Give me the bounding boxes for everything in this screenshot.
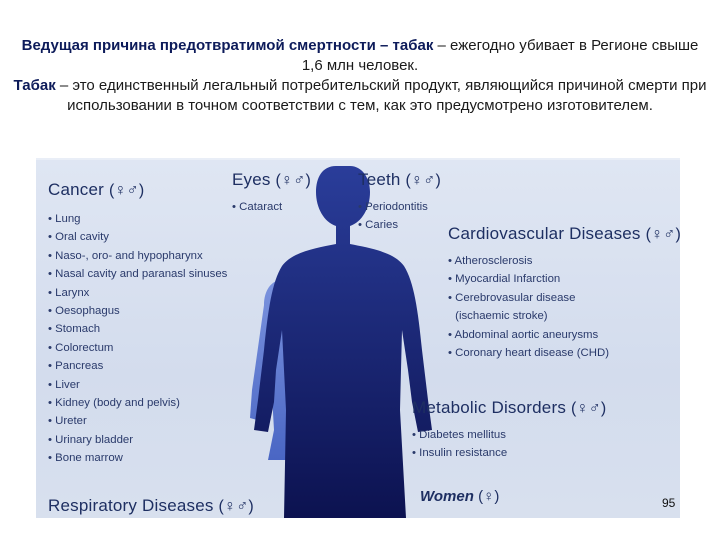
list-item: • Insulin resistance [412,444,507,462]
list-item: • Cerebrovasular disease [448,289,609,307]
list-item: • Urinary bladder [48,431,227,449]
list-item: • Larynx [48,284,227,302]
cancer-list [48,210,227,468]
list-item: • Cataract [232,198,282,216]
teeth-list [358,198,428,235]
list-item: • Diabetes mellitus [412,426,507,444]
list-item: • Colorectum [48,339,227,357]
cardio-list [448,252,609,362]
header-bold-2: Табак [13,77,56,94]
metabolic-title: Metabolic Disorders (♀♂) [412,398,607,417]
list-item: • Oral cavity [48,228,227,246]
gender-symbols-icon: (♀♂) [108,182,145,199]
list-item: • Liver [48,376,227,394]
list-item: • Kidney (body and pelvis) [48,394,227,412]
list-item: • Caries [358,216,428,234]
female-symbol-icon: (♀) [478,488,500,505]
slide-header [10,36,710,116]
cancer-title: Cancer (♀♂) [48,180,145,199]
list-item: • Nasal cavity and paranasl sinuses [48,265,227,283]
metabolic-list [412,426,507,463]
list-item: • Naso-, oro- and hypopharynx [48,247,227,265]
list-item: • Ureter [48,412,227,430]
header-text-1: – ежегодно убивает в Регионе свыше 1,6 млн человек. [301,37,699,74]
eyes-title: Eyes (♀♂) [232,170,311,189]
eyes-list [232,198,282,216]
list-item: • Stomach [48,320,227,338]
list-item: • Atherosclerosis [448,252,609,270]
gender-symbols-icon: (♀♂) [405,172,441,189]
gender-symbols-icon: (♀♂) [570,400,607,417]
list-item: • Lung [48,210,227,228]
gender-symbols-icon: (♀♂) [218,498,254,515]
gender-symbols-icon: (♀♂) [275,172,311,189]
header-text-2: – это единственный легальный потребительский продукт, являющийся причиной смерти при использовании в точном соответствии с тем, как это предусмотрено изготовителем. [55,77,707,114]
list-item: • Bone marrow [48,449,227,467]
list-item: • Coronary heart disease (CHD) [448,344,609,362]
list-item: • Periodontitis [358,198,428,216]
list-item: • Myocardial Infarction [448,270,609,288]
header-bold-1: Ведущая причина предотвратимой смертности – табак [21,37,434,54]
cardio-title: Cardiovascular Diseases (♀♂) [448,224,682,243]
list-item: (ischaemic stroke) [455,310,548,323]
list-item: • Oesophagus [48,302,227,320]
women-label: Women (♀) [420,488,500,505]
list-item: • Abdominal aortic aneurysms [448,326,609,344]
page-number: 95 [662,496,676,510]
teeth-title: Teeth (♀♂) [358,170,441,189]
gender-symbols-icon: (♀♂) [645,226,682,243]
respiratory-title: Respiratory Diseases (♀♂) [48,496,254,515]
list-item: • Pancreas [48,357,227,375]
